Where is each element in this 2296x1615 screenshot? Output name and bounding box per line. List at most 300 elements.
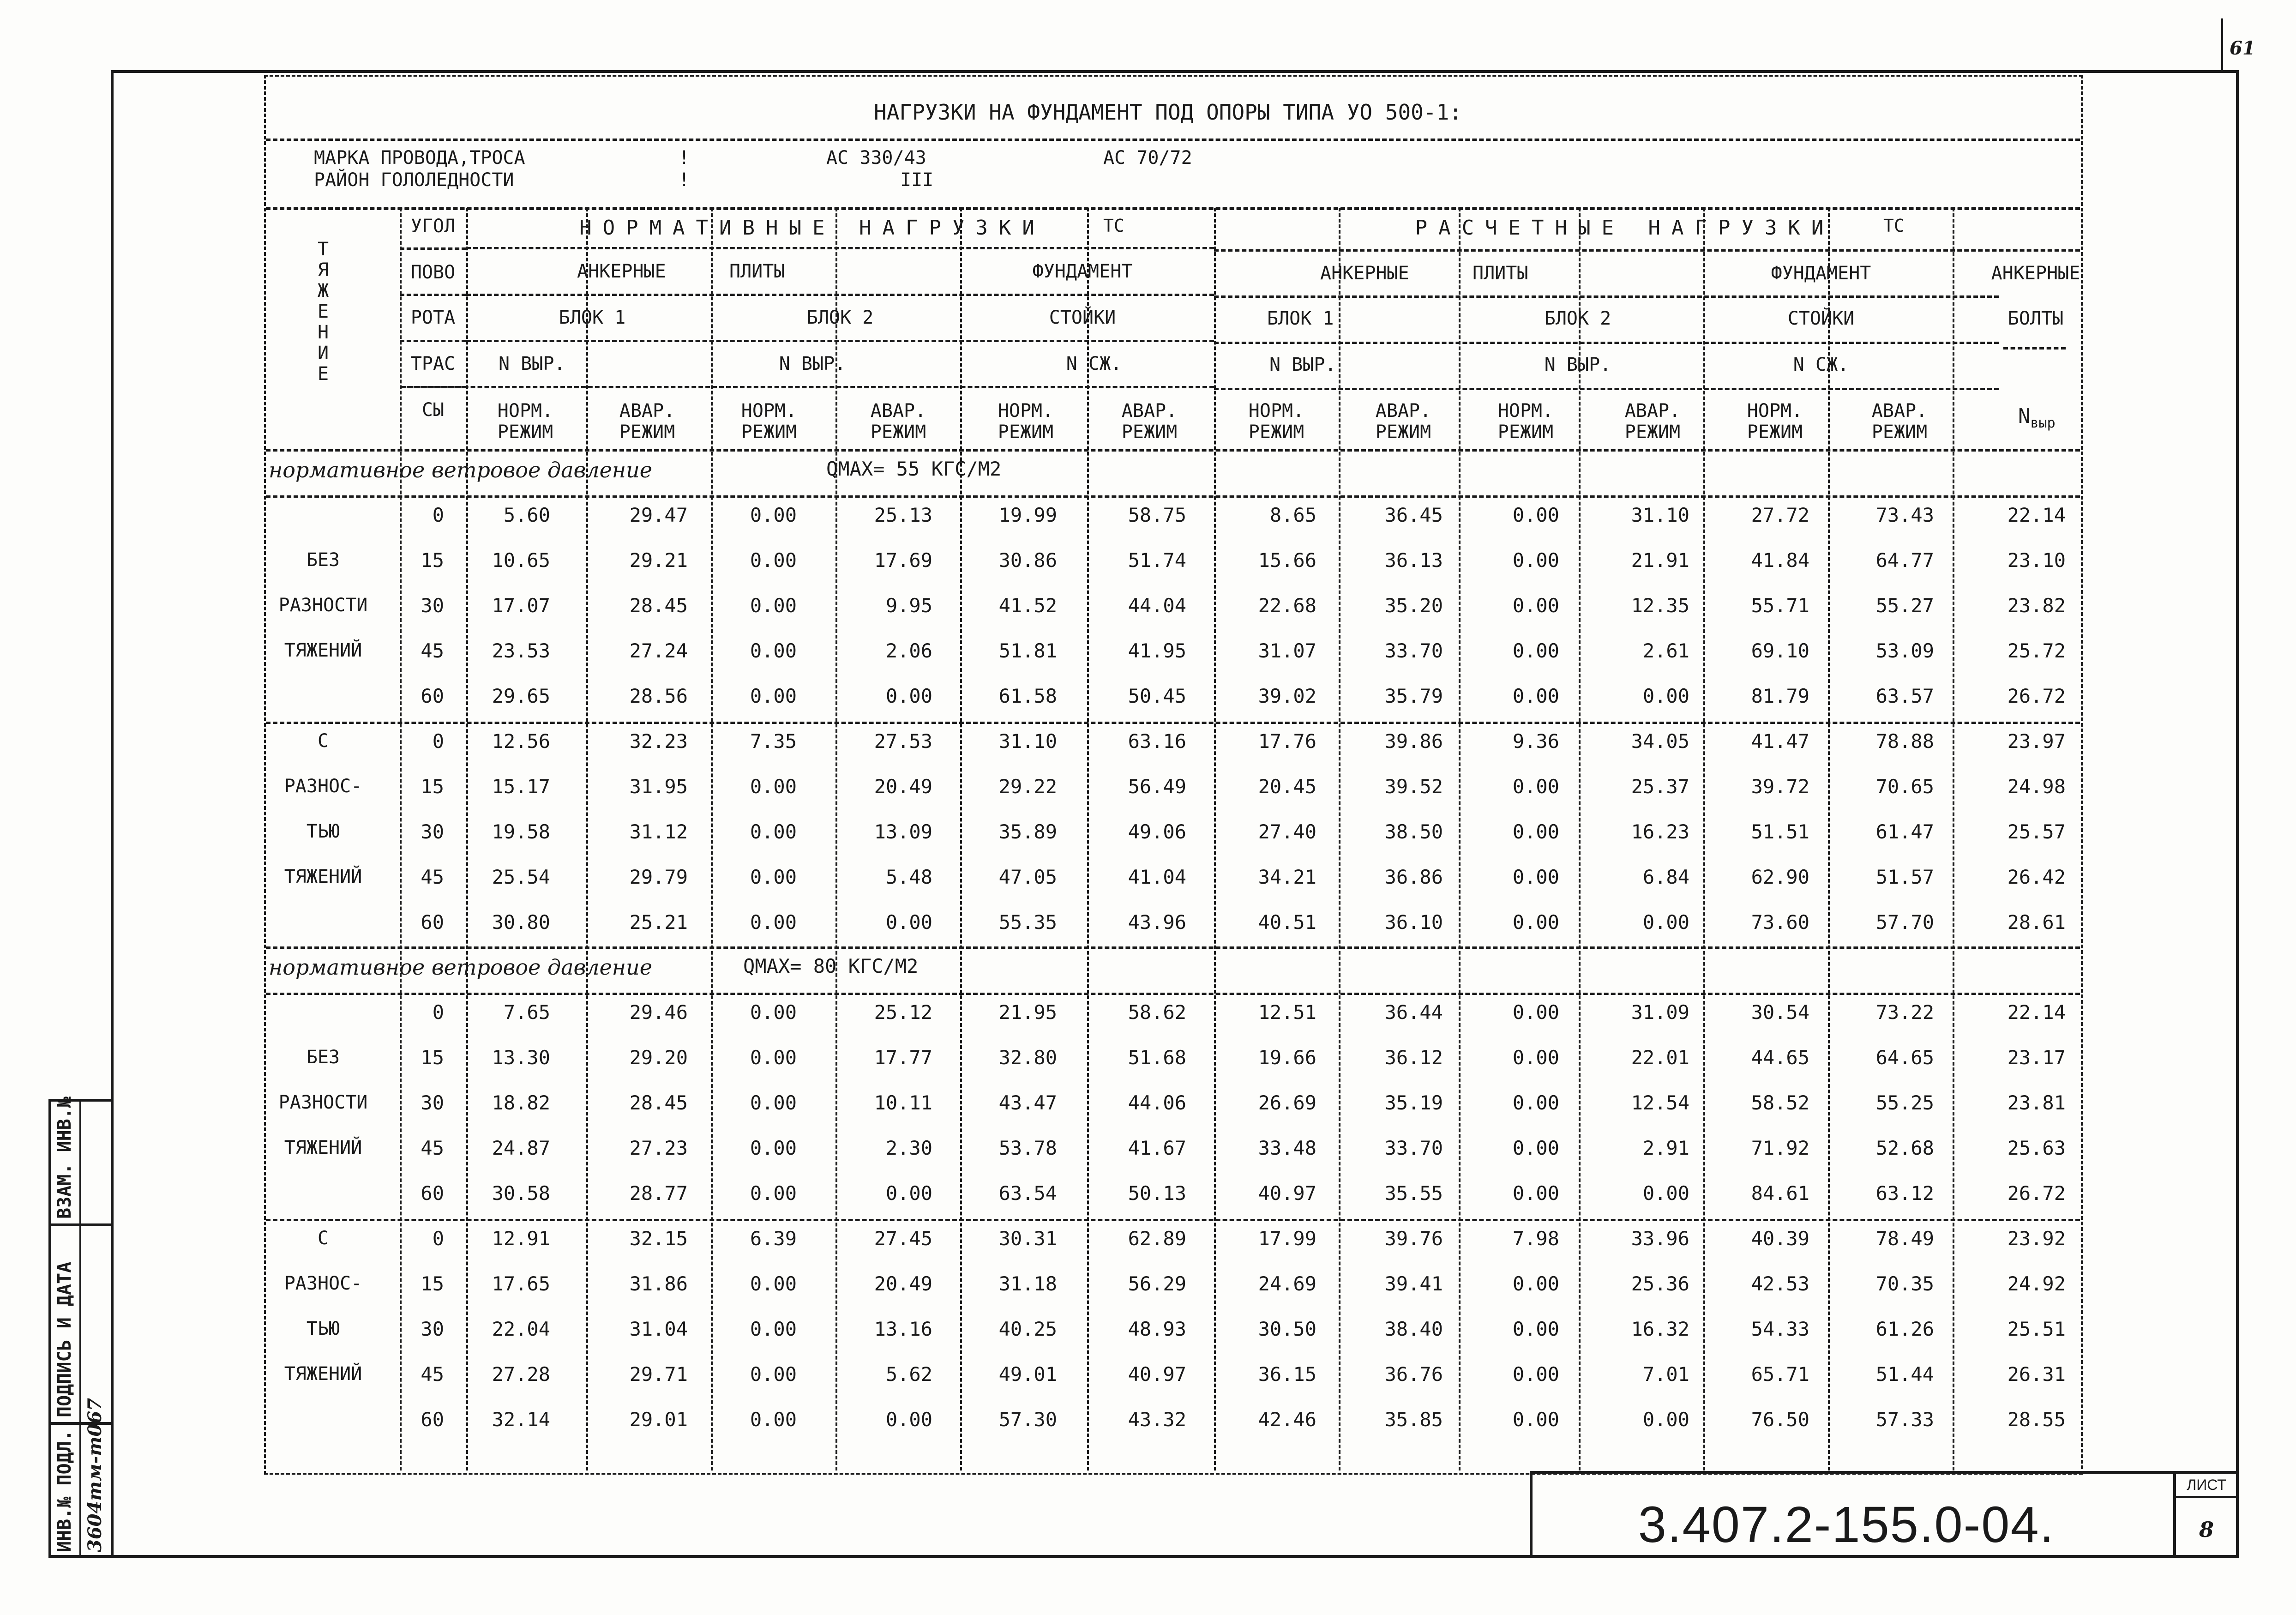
sheet-label: ЛИСТ — [2187, 1476, 2226, 1493]
table-cell: 0.00 — [750, 504, 797, 526]
table-cell: 53.09 — [1875, 639, 1934, 662]
table-cell: 25.57 — [2007, 820, 2066, 843]
table-cell: 17.76 — [1258, 730, 1316, 753]
table-cell: 0.00 — [750, 1091, 797, 1114]
table-cell: 0.00 — [1512, 1001, 1559, 1024]
header-n-pull-4: N ВЫР. — [1544, 354, 1611, 375]
header-n-comp-1: N СЖ. — [1066, 353, 1122, 374]
table-cell: 6.84 — [1642, 866, 1689, 888]
header-angle-rule-2 — [400, 294, 466, 296]
table-cell: 61.26 — [1875, 1318, 1934, 1340]
angle-value: 0 — [432, 1001, 444, 1024]
table-cell: 13.09 — [874, 820, 932, 843]
table-cell: 0.00 — [1512, 685, 1559, 707]
table-cell: 57.33 — [1875, 1408, 1934, 1431]
table-cell: 31.10 — [998, 730, 1057, 753]
header-rule-3 — [466, 340, 1214, 342]
table-cell: 69.10 — [1751, 639, 1809, 662]
table-cell: 12.51 — [1258, 1001, 1316, 1024]
header-nvyr-label: N — [2018, 404, 2031, 428]
stamp-sheet-divider — [2176, 1496, 2239, 1498]
frame-bottom — [48, 1555, 2239, 1558]
group-label: С — [317, 730, 329, 752]
table-cell: 0.00 — [1512, 1318, 1559, 1340]
column-separator — [835, 208, 837, 1470]
angle-value: 45 — [421, 1363, 444, 1386]
table-cell: 0.00 — [1512, 775, 1559, 798]
header-angle-rule — [400, 247, 466, 250]
table-cell: 25.36 — [1631, 1272, 1689, 1295]
group-label: ТЯЖЕНИЙ — [284, 640, 362, 661]
table-cell: 35.19 — [1384, 1091, 1443, 1114]
table-cell: 27.72 — [1751, 504, 1809, 526]
header-mode-line1: АВАР. — [1624, 400, 1681, 422]
table-cell: 51.74 — [1128, 549, 1186, 572]
table-cell: 28.61 — [2007, 911, 2066, 934]
table-cell: 0.00 — [750, 1408, 797, 1431]
angle-value: 0 — [432, 1227, 444, 1250]
table-cell: 24.92 — [2007, 1272, 2066, 1295]
header-nvyr — [2018, 406, 2056, 430]
section-rule-top — [266, 946, 2080, 949]
table-cell: 23.97 — [2007, 730, 2066, 753]
table-cell: 51.44 — [1875, 1363, 1934, 1386]
header-mode-line1: АВАР. — [870, 400, 926, 422]
table-cell: 62.89 — [1128, 1227, 1186, 1250]
sheet-number: 8 — [2199, 1517, 2214, 1542]
table-cell: 0.00 — [750, 1182, 797, 1205]
table-cell: 42.53 — [1751, 1272, 1809, 1295]
table-cell: 5.60 — [503, 504, 550, 526]
table-cell: 29.79 — [629, 866, 688, 888]
table-cell: 27.24 — [629, 639, 688, 662]
header-mode-line1: АВАР. — [1375, 400, 1431, 422]
table-cell: 61.58 — [998, 685, 1057, 707]
table-cell: 29.47 — [629, 504, 688, 526]
table-cell: 23.92 — [2007, 1227, 2066, 1250]
table-cell: 26.69 — [1258, 1091, 1316, 1114]
table-cell: 21.91 — [1631, 549, 1689, 572]
table-cell: 32.80 — [998, 1046, 1057, 1069]
table-cell: 36.13 — [1384, 549, 1443, 572]
group-label: РАЗНОСТИ — [278, 1092, 368, 1113]
table-cell: 0.00 — [750, 1272, 797, 1295]
table-cell: 31.09 — [1631, 1001, 1689, 1024]
table-cell: 25.54 — [492, 866, 550, 888]
table-cell: 0.00 — [750, 866, 797, 888]
header-anchor-plates-n: АНКЕРНЫЕ — [577, 261, 666, 282]
header-block1-n: БЛОК 1 — [559, 307, 626, 328]
table-cell: 39.76 — [1384, 1227, 1443, 1250]
table-cell: 32.14 — [492, 1408, 550, 1431]
table-cell: 51.57 — [1875, 866, 1934, 888]
table-cell: 31.95 — [629, 775, 688, 798]
table-cell: 25.37 — [1631, 775, 1689, 798]
table-cell: 0.00 — [1512, 911, 1559, 934]
table-cell: 55.71 — [1751, 594, 1809, 617]
table-cell: 44.65 — [1751, 1046, 1809, 1069]
table-cell: 15.66 — [1258, 549, 1316, 572]
column-separator — [586, 208, 588, 1470]
table-cell: 81.79 — [1751, 685, 1809, 707]
angle-value: 45 — [421, 1137, 444, 1159]
header-mode-line2: РЕЖИМ — [1121, 422, 1178, 443]
table-cell: 62.90 — [1751, 866, 1809, 888]
header-mode-line1: НОРМ. — [1747, 400, 1803, 422]
section-qmax: QMAX= 80 КГС/М2 — [743, 955, 919, 977]
angle-value: 60 — [421, 1182, 444, 1205]
table-cell: 40.51 — [1258, 911, 1316, 934]
table-cell: 7.65 — [503, 1001, 550, 1024]
side-stamp-frame-right — [111, 1099, 114, 1558]
angle-value: 60 — [421, 1408, 444, 1431]
table-cell: 40.39 — [1751, 1227, 1809, 1250]
table-cell: 56.49 — [1128, 775, 1186, 798]
header-n-comp-2: N СЖ. — [1793, 354, 1849, 375]
table-cell: 51.81 — [998, 639, 1057, 662]
table-cell: 63.16 — [1128, 730, 1186, 753]
table-cell: 0.00 — [1512, 1046, 1559, 1069]
table-cell: 17.07 — [492, 594, 550, 617]
table-cell: 0.00 — [885, 911, 932, 934]
section-rule-top — [266, 449, 2080, 452]
table-cell: 63.57 — [1875, 685, 1934, 707]
group-label: БЕЗ — [306, 549, 340, 571]
table-cell: 13.30 — [492, 1046, 550, 1069]
table-cell: 23.81 — [2007, 1091, 2066, 1114]
table-cell: 36.76 — [1384, 1363, 1443, 1386]
header-angle-rule-3 — [400, 340, 466, 342]
group-label: БЕЗ — [306, 1047, 340, 1068]
table-cell: 16.23 — [1631, 820, 1689, 843]
wire-value-2: АС 70/72 — [1103, 147, 1192, 169]
table-cell: 0.00 — [750, 820, 797, 843]
angle-value: 15 — [421, 1272, 444, 1295]
header-top-rule — [266, 208, 2080, 210]
column-separator — [1214, 208, 1216, 1470]
table-cell: 0.00 — [750, 1001, 797, 1024]
table-cell: 52.68 — [1875, 1137, 1934, 1159]
table-cell: 35.85 — [1384, 1408, 1443, 1431]
group-rule — [266, 495, 2080, 498]
table-cell: 22.14 — [2007, 1001, 2066, 1024]
table-cell: 13.16 — [874, 1318, 932, 1340]
table-cell: 32.15 — [629, 1227, 688, 1250]
angle-value: 0 — [432, 504, 444, 526]
table-cell: 17.77 — [874, 1046, 932, 1069]
table-cell: 0.00 — [1512, 549, 1559, 572]
header-tyazhenie-letter: Т — [317, 239, 329, 260]
group-label: ТЬЮ — [306, 1318, 340, 1339]
table-cell: 38.50 — [1384, 820, 1443, 843]
stamp-sheet-left — [2173, 1471, 2176, 1558]
table-cell: 71.92 — [1751, 1137, 1809, 1159]
header-n-pull-1: N ВЫР. — [499, 353, 565, 374]
table-cell: 26.31 — [2007, 1363, 2066, 1386]
table-cell: 35.79 — [1384, 685, 1443, 707]
section-qmax: QMAX= 55 КГС/М2 — [826, 458, 1002, 480]
table-cell: 29.65 — [492, 685, 550, 707]
table-cell: 54.33 — [1751, 1318, 1809, 1340]
table-cell: 0.00 — [750, 1137, 797, 1159]
table-cell: 25.72 — [2007, 639, 2066, 662]
table-cell: 41.04 — [1128, 866, 1186, 888]
table-cell: 51.51 — [1751, 820, 1809, 843]
table-cell: 0.00 — [750, 911, 797, 934]
group-label: ТЯЖЕНИЙ — [284, 866, 362, 887]
angle-value: 15 — [421, 1046, 444, 1069]
column-separator — [1579, 208, 1581, 1470]
table-cell: 0.00 — [750, 775, 797, 798]
table-cell: 24.87 — [492, 1137, 550, 1159]
header-rule-2b — [1214, 295, 1999, 298]
angle-value: 45 — [421, 639, 444, 662]
side-stamp-left — [48, 1099, 51, 1558]
table-cell: 43.47 — [998, 1091, 1057, 1114]
side-podpis: ПОДПИСЬ И ДАТА — [54, 1261, 75, 1417]
table-cell: 56.29 — [1128, 1272, 1186, 1295]
header-rule-2 — [466, 294, 1214, 296]
header-posts-d: СТОЙКИ — [1787, 308, 1855, 329]
table-cell: 51.68 — [1128, 1046, 1186, 1069]
header-rule-4b — [1214, 388, 1999, 390]
header-rule-3b — [1214, 342, 1999, 344]
table-cell: 70.35 — [1875, 1272, 1934, 1295]
table-cell: 39.02 — [1258, 685, 1316, 707]
table-cell: 0.00 — [885, 1408, 932, 1431]
header-mode-line1: АВАР. — [1121, 400, 1178, 422]
table-cell: 30.86 — [998, 549, 1057, 572]
column-separator — [466, 208, 468, 1470]
table-cell: 84.61 — [1751, 1182, 1809, 1205]
stamp-left — [1530, 1471, 1533, 1558]
table-cell: 41.84 — [1751, 549, 1809, 572]
header-tyazhenie-letter: Я — [317, 259, 329, 281]
table-cell: 39.72 — [1751, 775, 1809, 798]
table-cell: 41.67 — [1128, 1137, 1186, 1159]
header-tyazhenie-letter: Н — [317, 322, 329, 343]
header-angle-word: РОТА — [410, 307, 456, 328]
table-cell: 10.11 — [874, 1091, 932, 1114]
header-normative-unit: ТС — [1103, 216, 1124, 236]
group-label: РАЗНОС- — [284, 1273, 362, 1294]
table-cell: 16.32 — [1631, 1318, 1689, 1340]
table-cell: 20.45 — [1258, 775, 1316, 798]
table-cell: 36.15 — [1258, 1363, 1316, 1386]
table-cell: 0.00 — [1512, 594, 1559, 617]
table-cell: 29.01 — [629, 1408, 688, 1431]
table-cell: 27.40 — [1258, 820, 1316, 843]
table-cell: 39.52 — [1384, 775, 1443, 798]
table-cell: 57.30 — [998, 1408, 1057, 1431]
table-cell: 36.86 — [1384, 866, 1443, 888]
group-rule — [266, 993, 2080, 995]
table-cell: 29.20 — [629, 1046, 688, 1069]
column-separator — [960, 208, 962, 1470]
bolts-dash — [2003, 347, 2066, 350]
table-cell: 0.00 — [1642, 1182, 1689, 1205]
header-block2-d: БЛОК 2 — [1544, 308, 1611, 329]
wire-label: МАРКА ПРОВОДА,ТРОСА — [314, 147, 525, 169]
header-mode-line2: РЕЖИМ — [619, 422, 675, 443]
table-cell: 0.00 — [1512, 820, 1559, 843]
table-cell: 23.17 — [2007, 1046, 2066, 1069]
table-cell: 31.07 — [1258, 639, 1316, 662]
table-cell: 12.56 — [492, 730, 550, 753]
table-cell: 36.44 — [1384, 1001, 1443, 1024]
table-cell: 29.46 — [629, 1001, 688, 1024]
header-mode-line1: АВАР. — [619, 400, 675, 422]
table-cell: 0.00 — [1512, 866, 1559, 888]
header-rule-1b — [1214, 249, 2080, 252]
table-cell: 33.96 — [1631, 1227, 1689, 1250]
table-cell: 0.00 — [750, 549, 797, 572]
table-cell: 19.58 — [492, 820, 550, 843]
table-cell: 64.77 — [1875, 549, 1934, 572]
table-cell: 73.22 — [1875, 1001, 1934, 1024]
table-cell: 0.00 — [885, 1182, 932, 1205]
column-separator — [1339, 208, 1340, 1470]
angle-value: 30 — [421, 594, 444, 617]
table-cell: 50.13 — [1128, 1182, 1186, 1205]
table-cell: 12.91 — [492, 1227, 550, 1250]
table-cell: 31.12 — [629, 820, 688, 843]
angle-value: 30 — [421, 820, 444, 843]
table-cell: 23.82 — [2007, 594, 2066, 617]
column-separator — [711, 208, 713, 1470]
table-cell: 43.96 — [1128, 911, 1186, 934]
table-cell: 65.71 — [1751, 1363, 1809, 1386]
table-cell: 34.05 — [1631, 730, 1689, 753]
side-inv-podl: ИНВ.№ ПОДЛ. — [54, 1430, 75, 1552]
table-cell: 29.21 — [629, 549, 688, 572]
header-block1-d: БЛОК 1 — [1267, 308, 1334, 329]
column-separator — [1703, 208, 1705, 1470]
table-cell: 10.65 — [492, 549, 550, 572]
header-design: РАСЧЕТНЫЕ НАГРУЗКИ — [1415, 216, 1835, 240]
table-cell: 23.10 — [2007, 549, 2066, 572]
table-cell: 27.23 — [629, 1137, 688, 1159]
header-anchor-bolts-2: БОЛТЫ — [2007, 308, 2064, 329]
table-cell: 0.00 — [1512, 1182, 1559, 1205]
table-cell: 70.65 — [1875, 775, 1934, 798]
table-cell: 25.63 — [2007, 1137, 2066, 1159]
table-cell: 28.45 — [629, 1091, 688, 1114]
table-cell: 76.50 — [1751, 1408, 1809, 1431]
table-cell: 7.35 — [750, 730, 797, 753]
table-cell: 33.70 — [1384, 1137, 1443, 1159]
header-mode-line2: РЕЖИМ — [998, 422, 1054, 443]
page-corner-number: 61 — [2230, 37, 2255, 59]
table-cell: 2.61 — [1642, 639, 1689, 662]
header-foundation-d: ФУНДАМЕНТ — [1771, 263, 1871, 284]
table-cell: 63.12 — [1875, 1182, 1934, 1205]
table-cell: 2.06 — [885, 639, 932, 662]
table-cell: 15.17 — [492, 775, 550, 798]
table-cell: 2.30 — [885, 1137, 932, 1159]
table-cell: 78.49 — [1875, 1227, 1934, 1250]
table-cell: 12.35 — [1631, 594, 1689, 617]
table-cell: 30.50 — [1258, 1318, 1316, 1340]
table-cell: 7.01 — [1642, 1363, 1689, 1386]
table-cell: 73.60 — [1751, 911, 1809, 934]
header-n-pull-3: N ВЫР. — [1269, 354, 1336, 375]
section-title: нормативное ветровое давление — [269, 458, 652, 482]
table-cell: 0.00 — [1512, 1272, 1559, 1295]
header-mode-line2: РЕЖИМ — [741, 422, 797, 443]
table-cell: 36.10 — [1384, 911, 1443, 934]
stamp-top — [1533, 1471, 2239, 1474]
column-separator — [400, 208, 402, 1470]
table-cell: 33.70 — [1384, 639, 1443, 662]
table-cell: 30.31 — [998, 1227, 1057, 1250]
angle-value: 15 — [421, 549, 444, 572]
table-cell: 31.18 — [998, 1272, 1057, 1295]
table-cell: 0.00 — [1512, 1091, 1559, 1114]
table-cell: 35.55 — [1384, 1182, 1443, 1205]
header-mode-line2: РЕЖИМ — [1248, 422, 1304, 443]
table-cell: 28.55 — [2007, 1408, 2066, 1431]
table-cell: 31.04 — [629, 1318, 688, 1340]
table-cell: 9.95 — [885, 594, 932, 617]
table-cell: 26.72 — [2007, 1182, 2066, 1205]
table-cell: 31.86 — [629, 1272, 688, 1295]
column-separator — [1828, 208, 1830, 1470]
table-cell: 44.04 — [1128, 594, 1186, 617]
header-anchor-plates-d: АНКЕРНЫЕ — [1320, 263, 1409, 284]
header-nvyr-sub: выр — [2030, 415, 2056, 431]
group-label: ТЯЖЕНИЙ — [284, 1137, 362, 1158]
table-cell: 28.77 — [629, 1182, 688, 1205]
side-inv-value: 3604тм-т067 — [84, 1398, 106, 1552]
header-mode-line2: РЕЖИМ — [1624, 422, 1681, 443]
table-cell: 55.25 — [1875, 1091, 1934, 1114]
table-cell: 25.12 — [874, 1001, 932, 1024]
column-separator — [1087, 208, 1089, 1470]
table-cell: 21.95 — [998, 1001, 1057, 1024]
table-cell: 0.00 — [885, 685, 932, 707]
table-cell: 0.00 — [750, 1046, 797, 1069]
table-cell: 18.82 — [492, 1091, 550, 1114]
header-angle-word: ТРАС — [410, 353, 456, 374]
table-cell: 20.49 — [874, 1272, 932, 1295]
side-stamp-divider — [79, 1099, 81, 1558]
table-cell: 12.54 — [1631, 1091, 1689, 1114]
table-cell: 0.00 — [1512, 1363, 1559, 1386]
table-cell: 26.72 — [2007, 685, 2066, 707]
header-mode-line2: РЕЖИМ — [1375, 422, 1431, 443]
table-cell: 40.25 — [998, 1318, 1057, 1340]
side-stamp-sep-1 — [48, 1223, 114, 1226]
angle-value: 60 — [421, 685, 444, 707]
table-cell: 28.45 — [629, 594, 688, 617]
header-plates-d: ПЛИТЫ — [1473, 263, 1528, 284]
drawing-code: 3.407.2-155.0-04. — [1638, 1496, 2055, 1553]
table-cell: 0.00 — [750, 639, 797, 662]
table-cell: 40.97 — [1258, 1182, 1316, 1205]
table-cell: 53.78 — [998, 1137, 1057, 1159]
table-cell: 0.00 — [1512, 639, 1559, 662]
table-cell: 39.41 — [1384, 1272, 1443, 1295]
header-mode-line1: НОРМ. — [741, 400, 797, 422]
column-separator — [1459, 208, 1461, 1470]
header-n-pull-2: N ВЫР. — [779, 353, 846, 374]
table-cell: 41.95 — [1128, 639, 1186, 662]
group-label: РАЗНОС- — [284, 776, 362, 797]
table-cell: 39.86 — [1384, 730, 1443, 753]
table-cell: 33.48 — [1258, 1137, 1316, 1159]
header-tyazhenie-letter: Е — [317, 363, 329, 385]
